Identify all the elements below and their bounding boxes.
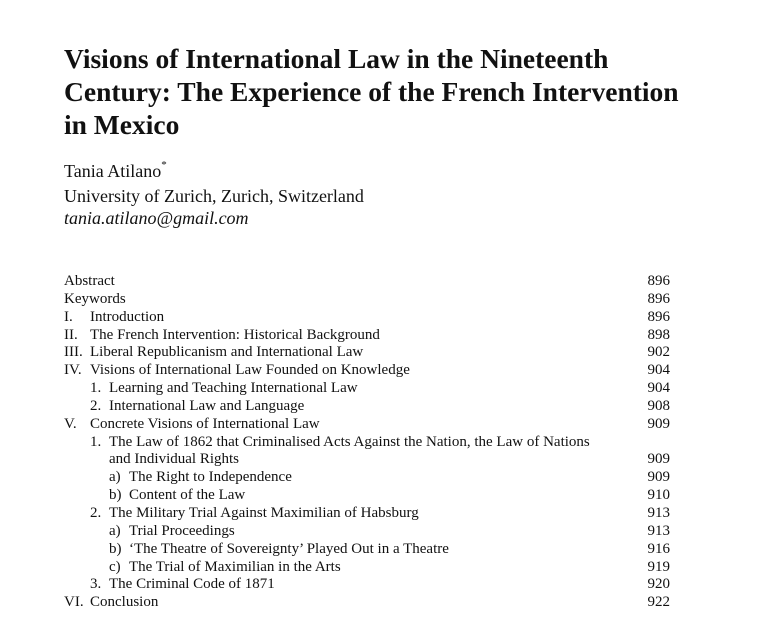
toc-entry-title: The French Intervention: Historical Background: [90, 326, 380, 343]
toc-entry-number: 1.: [90, 380, 102, 397]
toc-entry: [64, 327, 670, 345]
toc-entry: [64, 416, 670, 434]
toc-entry-number: V.: [64, 415, 77, 432]
toc-entry-title: The Criminal Code of 1871: [109, 576, 275, 593]
toc-entry-number: I.: [64, 308, 73, 325]
toc-entry-number: 2.: [90, 504, 102, 521]
toc-entry: [64, 273, 670, 291]
toc-entry: [64, 469, 670, 487]
toc-entry-number: a): [109, 522, 121, 539]
toc-entry-number: IV.: [64, 362, 82, 379]
toc-entry: [64, 576, 670, 594]
toc-entry-page: 902: [647, 344, 670, 361]
toc-entry-page: 913: [647, 504, 670, 521]
author-footnote-mark: *: [161, 159, 167, 171]
toc-entry-page: 922: [647, 594, 670, 611]
toc-entry-number: a): [109, 469, 121, 486]
toc-entry-title: Learning and Teaching International Law: [109, 380, 358, 397]
toc-entry: [64, 559, 670, 577]
toc-entry-number: b): [109, 540, 122, 557]
toc-entry-page: 908: [647, 397, 670, 414]
toc-entry: [64, 344, 670, 362]
toc-entry: [64, 523, 670, 541]
toc-entry-title: Introduction: [90, 308, 165, 325]
toc-entry-page: 910: [647, 487, 670, 504]
toc-entry-page: 896: [647, 308, 670, 325]
toc-entry-page: 909: [647, 451, 670, 468]
toc-entry-page: 898: [647, 326, 670, 343]
toc-entry-title: The Military Trial Against Maximilian of Habsburg: [109, 504, 419, 521]
toc-entry-page: 920: [647, 576, 670, 593]
toc-entry-number: 3.: [90, 576, 102, 593]
toc-entry-title: Visions of International Law Founded on Knowledge: [90, 362, 410, 379]
toc-entry-title: The Right to Independence: [129, 469, 292, 486]
toc-entry-page: 919: [647, 558, 670, 575]
toc-entry-page: 913: [647, 522, 670, 539]
toc-entry-title: International Law and Language: [109, 397, 305, 414]
toc-entry-title: Conclusion: [90, 594, 159, 611]
toc-entry-number: II.: [64, 326, 78, 343]
toc-entry-title: ‘The Theatre of Sovereignty’ Played Out in a Theatre: [129, 540, 449, 557]
toc-entry: [64, 505, 670, 523]
toc-entry-title: Keywords: [64, 290, 126, 307]
toc-entry: [64, 398, 670, 416]
toc-entry-number: 2.: [90, 397, 102, 414]
article-title: Visions of International Law in the Nineteenth Century: The Experience of the French Intervention in Mexico: [64, 43, 679, 140]
toc-entry: [64, 594, 670, 612]
toc-entry-title: The Law of 1862 that Criminalised Acts Against the Nation, the Law of Nations: [109, 433, 590, 450]
toc-entry-page: 904: [647, 380, 670, 397]
toc-entry-title: Abstract: [64, 273, 115, 289]
table-of-contents: [64, 273, 670, 612]
author-email: tania.atilano@gmail.com: [64, 208, 249, 228]
toc-entry-page: 896: [647, 273, 670, 289]
toc-entry-title: Trial Proceedings: [129, 522, 235, 539]
toc-entry-number: VI.: [64, 594, 84, 611]
toc-entry-page: 909: [647, 469, 670, 486]
toc-entry-number: b): [109, 487, 122, 504]
toc-entry-title-continued: and Individual Rights: [109, 451, 239, 468]
toc-entry-title: Concrete Visions of International Law: [90, 415, 320, 432]
toc-entry: [64, 291, 670, 309]
toc-entry: [64, 380, 670, 398]
toc-entry-number: c): [109, 558, 121, 575]
toc-entry: [64, 541, 670, 559]
toc-entry: [64, 434, 670, 470]
author-name: Tania Atilano: [64, 161, 162, 181]
toc-entry-title: Content of the Law: [129, 487, 246, 504]
toc-entry: [64, 362, 670, 380]
toc-entry-page: 904: [647, 362, 670, 379]
toc-entry: [64, 309, 670, 327]
toc-entry: [64, 487, 670, 505]
toc-entry-page: 916: [647, 540, 670, 557]
toc-entry-title: Liberal Republicanism and International Law: [90, 344, 364, 361]
author-affiliation: University of Zurich, Zurich, Switzerland: [64, 186, 364, 206]
toc-entry-number: III.: [64, 344, 83, 361]
toc-entry-title: The Trial of Maximilian in the Arts: [129, 558, 341, 575]
toc-entry-number: 1.: [90, 433, 102, 450]
toc-entry-page: 896: [647, 290, 670, 307]
toc-entry-page: 909: [647, 415, 670, 432]
author-line: [64, 161, 167, 181]
